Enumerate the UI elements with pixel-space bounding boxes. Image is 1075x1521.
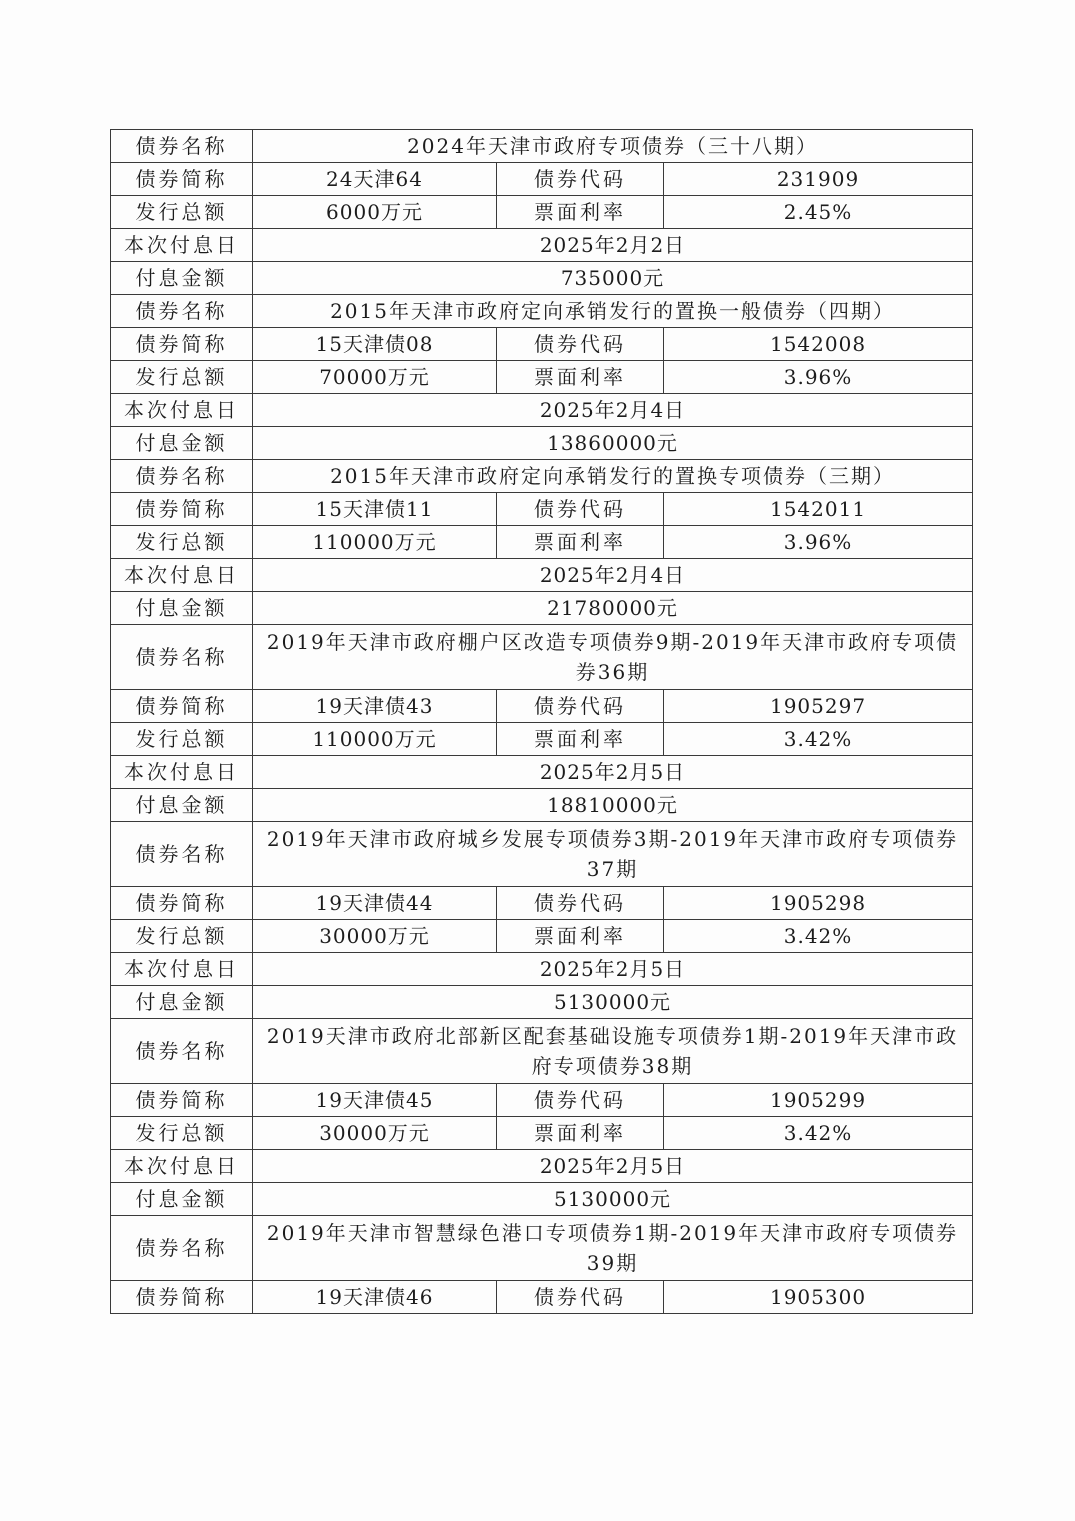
bond-amount-row: [111, 262, 973, 295]
bond-amount-label: 付息金额: [111, 427, 253, 460]
bond-rate-value: 3.42%: [664, 723, 973, 756]
bond-date-label: 本次付息日: [111, 1150, 253, 1183]
bond-name-row: [111, 1019, 973, 1084]
bond-rate-label: 票面利率: [497, 1117, 664, 1150]
bond-short-label: 债券简称: [111, 690, 253, 723]
bond-short-label: 债券简称: [111, 493, 253, 526]
bond-name-value: 2015年天津市政府定向承销发行的置换专项债券（三期）: [253, 460, 973, 493]
bond-short-label: 债券简称: [111, 1084, 253, 1117]
bond-total-label: 发行总额: [111, 526, 253, 559]
bond-short-label: 债券简称: [111, 163, 253, 196]
bond-rate-value: 3.96%: [664, 526, 973, 559]
bond-code-value: 1542011: [664, 493, 973, 526]
bond-name-row: [111, 822, 973, 887]
bond-amount-value: 735000元: [253, 262, 973, 295]
bond-name-value: 2019年天津市智慧绿色港口专项债券1期-2019年天津市政府专项债券39期: [253, 1216, 973, 1281]
bond-date-value: 2025年2月4日: [253, 394, 973, 427]
bond-name-row: [111, 295, 973, 328]
bond-short-value: 19天津债45: [253, 1084, 497, 1117]
bond-short-value: 15天津债08: [253, 328, 497, 361]
bond-short-row: [111, 690, 973, 723]
bond-code-label: 债券代码: [497, 887, 664, 920]
bond-name-value: 2024年天津市政府专项债券（三十八期）: [253, 130, 973, 163]
bond-total-label: 发行总额: [111, 723, 253, 756]
bond-amount-label: 付息金额: [111, 1183, 253, 1216]
bond-amount-row: [111, 789, 973, 822]
bond-amount-value: 13860000元: [253, 427, 973, 460]
bond-rate-value: 3.42%: [664, 920, 973, 953]
bond-short-value: 19天津债46: [253, 1281, 497, 1314]
bond-short-row: [111, 887, 973, 920]
bond-short-row: [111, 493, 973, 526]
bond-date-label: 本次付息日: [111, 756, 253, 789]
bond-date-value: 2025年2月2日: [253, 229, 973, 262]
bond-short-label: 债券简称: [111, 887, 253, 920]
bond-code-value: 1905300: [664, 1281, 973, 1314]
bond-amount-label: 付息金额: [111, 262, 253, 295]
bond-name-row: [111, 625, 973, 690]
bond-code-value: 1905297: [664, 690, 973, 723]
bond-name-label: 债券名称: [111, 822, 253, 887]
bond-code-label: 债券代码: [497, 493, 664, 526]
bond-code-label: 债券代码: [497, 328, 664, 361]
bond-date-row: [111, 229, 973, 262]
bond-code-label: 债券代码: [497, 163, 664, 196]
bond-short-label: 债券简称: [111, 328, 253, 361]
bond-name-row: [111, 130, 973, 163]
bond-name-row: [111, 460, 973, 493]
bond-total-value: 70000万元: [253, 361, 497, 394]
bond-amount-label: 付息金额: [111, 789, 253, 822]
bond-short-value: 15天津债11: [253, 493, 497, 526]
bond-amount-label: 付息金额: [111, 592, 253, 625]
bond-date-label: 本次付息日: [111, 394, 253, 427]
bond-short-row: [111, 328, 973, 361]
bond-interest-table: [110, 129, 973, 1314]
bond-amount-row: [111, 1183, 973, 1216]
bond-amount-value: 5130000元: [253, 986, 973, 1019]
bond-short-value: 19天津债44: [253, 887, 497, 920]
bond-total-label: 发行总额: [111, 1117, 253, 1150]
bond-code-label: 债券代码: [497, 690, 664, 723]
bond-total-row: [111, 196, 973, 229]
bond-date-row: [111, 394, 973, 427]
bond-date-value: 2025年2月5日: [253, 756, 973, 789]
bond-name-label: 债券名称: [111, 625, 253, 690]
bond-amount-row: [111, 592, 973, 625]
bond-date-row: [111, 953, 973, 986]
bond-rate-label: 票面利率: [497, 196, 664, 229]
bond-short-value: 24天津64: [253, 163, 497, 196]
bond-code-label: 债券代码: [497, 1084, 664, 1117]
bond-date-label: 本次付息日: [111, 953, 253, 986]
bond-code-value: 1905298: [664, 887, 973, 920]
bond-date-row: [111, 1150, 973, 1183]
bond-total-label: 发行总额: [111, 361, 253, 394]
bond-total-value: 110000万元: [253, 526, 497, 559]
bond-total-row: [111, 1117, 973, 1150]
bond-total-row: [111, 723, 973, 756]
bond-date-value: 2025年2月5日: [253, 1150, 973, 1183]
bond-name-row: [111, 1216, 973, 1281]
bond-total-row: [111, 526, 973, 559]
bond-amount-row: [111, 427, 973, 460]
bond-code-label: 债券代码: [497, 1281, 664, 1314]
bond-code-value: 1542008: [664, 328, 973, 361]
bond-rate-label: 票面利率: [497, 723, 664, 756]
bond-rate-label: 票面利率: [497, 920, 664, 953]
bond-total-label: 发行总额: [111, 196, 253, 229]
bond-date-label: 本次付息日: [111, 559, 253, 592]
bond-rate-label: 票面利率: [497, 361, 664, 394]
bond-total-label: 发行总额: [111, 920, 253, 953]
bond-name-label: 债券名称: [111, 1216, 253, 1281]
bond-rate-value: 2.45%: [664, 196, 973, 229]
bond-date-value: 2025年2月5日: [253, 953, 973, 986]
bond-rate-label: 票面利率: [497, 526, 664, 559]
bond-short-row: [111, 1084, 973, 1117]
bond-name-value: 2019年天津市政府棚户区改造专项债券9期-2019年天津市政府专项债券36期: [253, 625, 973, 690]
bond-amount-value: 18810000元: [253, 789, 973, 822]
bond-short-label: 债券简称: [111, 1281, 253, 1314]
bond-rate-value: 3.96%: [664, 361, 973, 394]
bond-total-row: [111, 361, 973, 394]
bond-name-label: 债券名称: [111, 130, 253, 163]
bond-total-value: 30000万元: [253, 920, 497, 953]
bond-amount-row: [111, 986, 973, 1019]
bond-total-value: 110000万元: [253, 723, 497, 756]
bond-name-label: 债券名称: [111, 295, 253, 328]
bond-short-value: 19天津债43: [253, 690, 497, 723]
bond-code-value: 231909: [664, 163, 973, 196]
bond-total-value: 6000万元: [253, 196, 497, 229]
bond-name-label: 债券名称: [111, 1019, 253, 1084]
bond-short-row: [111, 1281, 973, 1314]
bond-amount-value: 5130000元: [253, 1183, 973, 1216]
bond-short-row: [111, 163, 973, 196]
bond-name-value: 2019年天津市政府城乡发展专项债券3期-2019年天津市政府专项债券37期: [253, 822, 973, 887]
bond-date-value: 2025年2月4日: [253, 559, 973, 592]
bond-code-value: 1905299: [664, 1084, 973, 1117]
bond-date-row: [111, 756, 973, 789]
bond-total-row: [111, 920, 973, 953]
bond-total-value: 30000万元: [253, 1117, 497, 1150]
bond-name-value: 2015年天津市政府定向承销发行的置换一般债券（四期）: [253, 295, 973, 328]
bond-name-label: 债券名称: [111, 460, 253, 493]
bond-amount-value: 21780000元: [253, 592, 973, 625]
bond-date-label: 本次付息日: [111, 229, 253, 262]
bond-amount-label: 付息金额: [111, 986, 253, 1019]
bond-rate-value: 3.42%: [664, 1117, 973, 1150]
bond-name-value: 2019天津市政府北部新区配套基础设施专项债券1期-2019年天津市政府专项债券38期: [253, 1019, 973, 1084]
bond-date-row: [111, 559, 973, 592]
